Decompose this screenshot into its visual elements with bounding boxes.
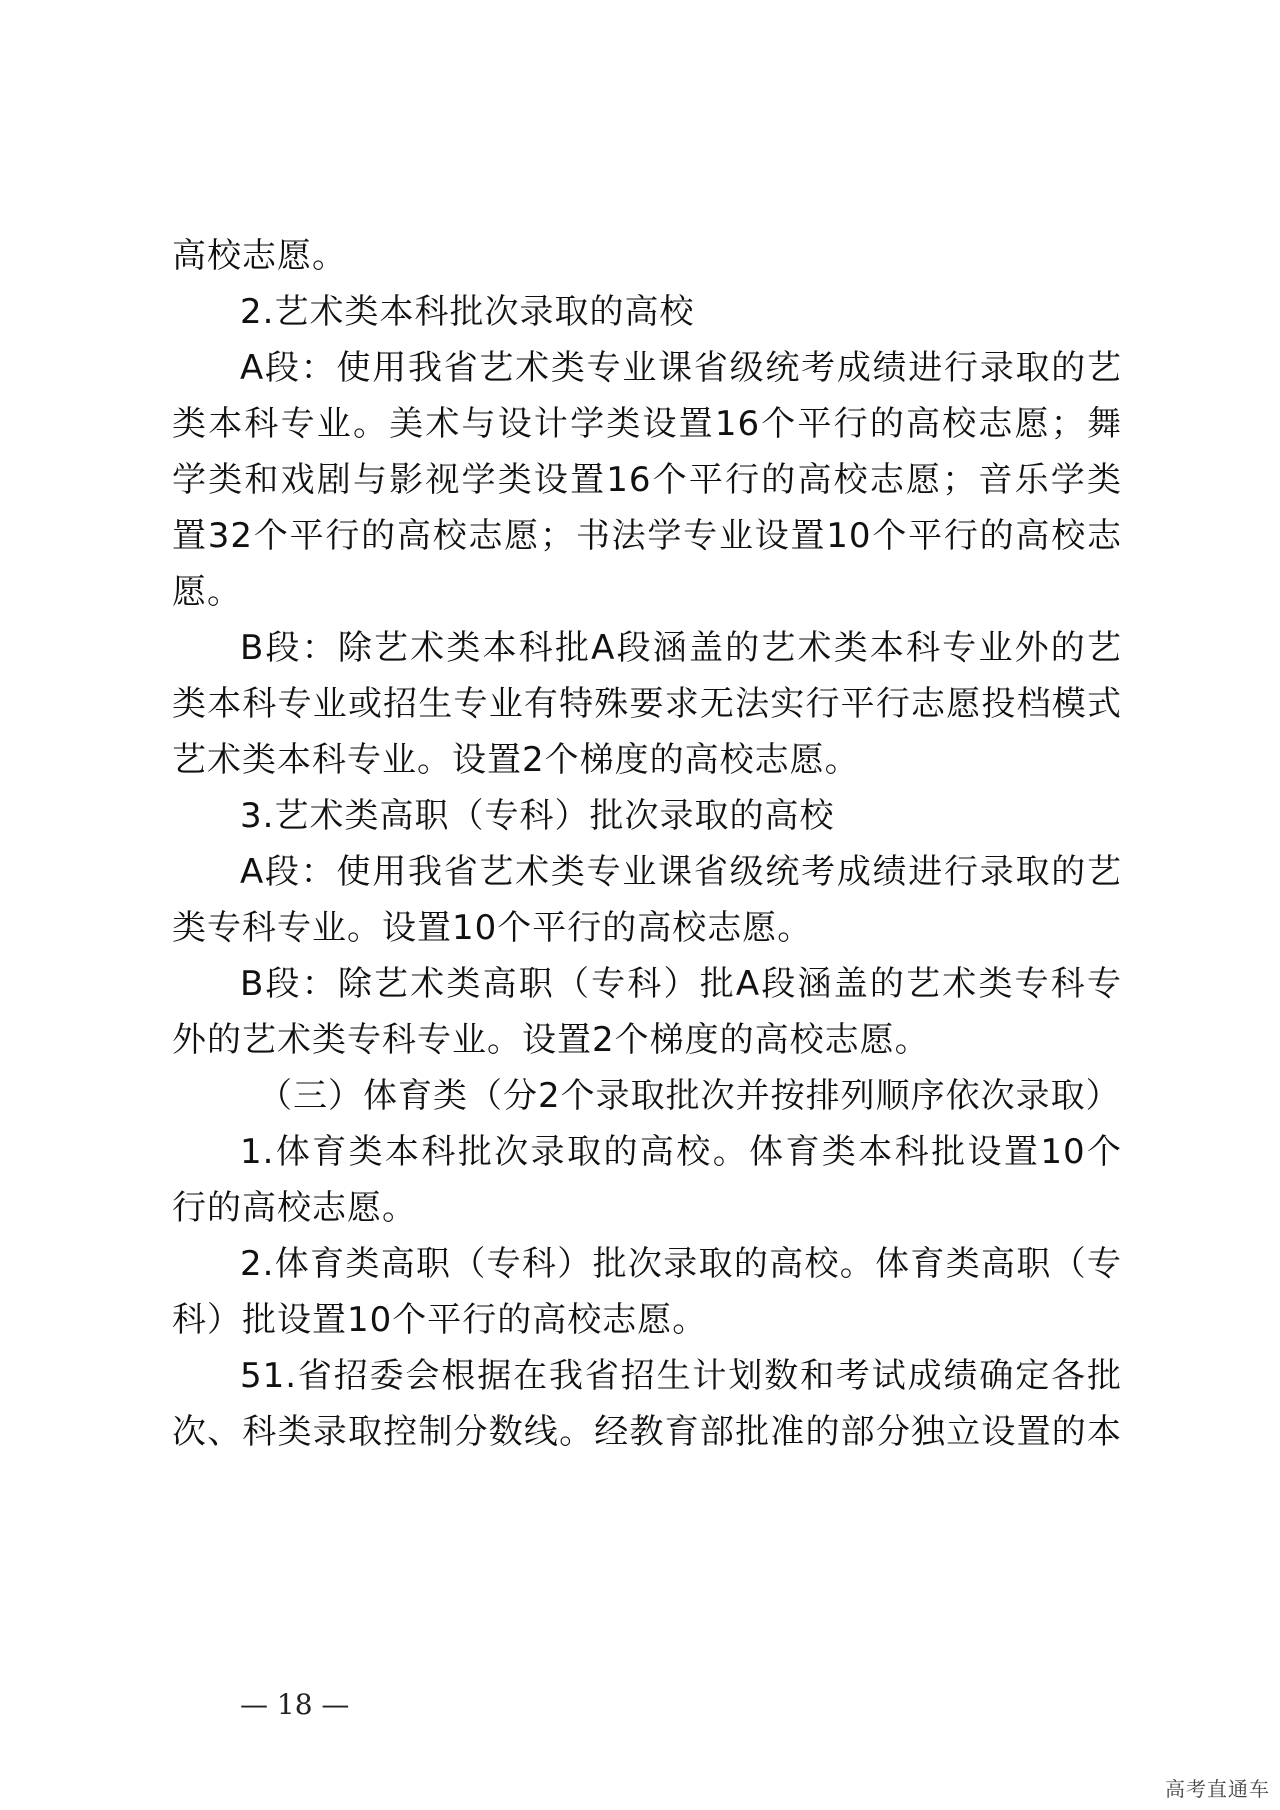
text-line: 置32个平行的高校志愿；书法学专业设置10个平行的高校志 [172,516,1122,556]
text-line: 类专科专业。设置10个平行的高校志愿。 [172,908,813,948]
page-number: — 18 — [240,1688,350,1721]
text-line: 1.体育类本科批次录取的高校。体育类本科批设置10个 [240,1132,1122,1172]
text-line: A段：使用我省艺术类专业课省级统考成绩进行录取的艺 [240,852,1122,892]
text-line: 艺术类本科专业。设置2个梯度的高校志愿。 [172,740,860,780]
text-line: 科）批设置10个平行的高校志愿。 [172,1300,708,1340]
text-line: B段：除艺术类本科批A段涵盖的艺术类本科专业外的艺 [240,628,1122,668]
text-line: 学类和戏剧与影视学类设置16个平行的高校志愿；音乐学类 [172,460,1122,500]
text-line: 类本科专业或招生专业有特殊要求无法实行平行志愿投档模式 [172,684,1122,724]
text-line: 51.省招委会根据在我省招生计划数和考试成绩确定各批 [240,1356,1122,1396]
text-line: 类本科专业。美术与设计学类设置16个平行的高校志愿；舞 [172,404,1122,444]
section-heading: 3.艺术类高职（专科）批次录取的高校 [240,796,835,836]
text-line: 外的艺术类专科专业。设置2个梯度的高校志愿。 [172,1020,930,1060]
text-line: 行的高校志愿。 [172,1188,417,1228]
watermark: 高考直通车 [1165,1777,1270,1801]
text-line: B段：除艺术类高职（专科）批A段涵盖的艺术类专科专 [240,964,1122,1004]
section-heading: （三）体育类（分2个录取批次并按排列顺序依次录取） [258,1076,1121,1116]
text-line: A段：使用我省艺术类专业课省级统考成绩进行录取的艺 [240,348,1122,388]
section-heading: 2.艺术类本科批次录取的高校 [240,292,695,332]
text-line: 愿。 [172,572,242,612]
text-line: 2.体育类高职（专科）批次录取的高校。体育类高职（专 [240,1244,1122,1284]
text-line: 次、科类录取控制分数线。经教育部批准的部分独立设置的本 [172,1412,1122,1452]
text-line: 高校志愿。 [172,236,347,276]
